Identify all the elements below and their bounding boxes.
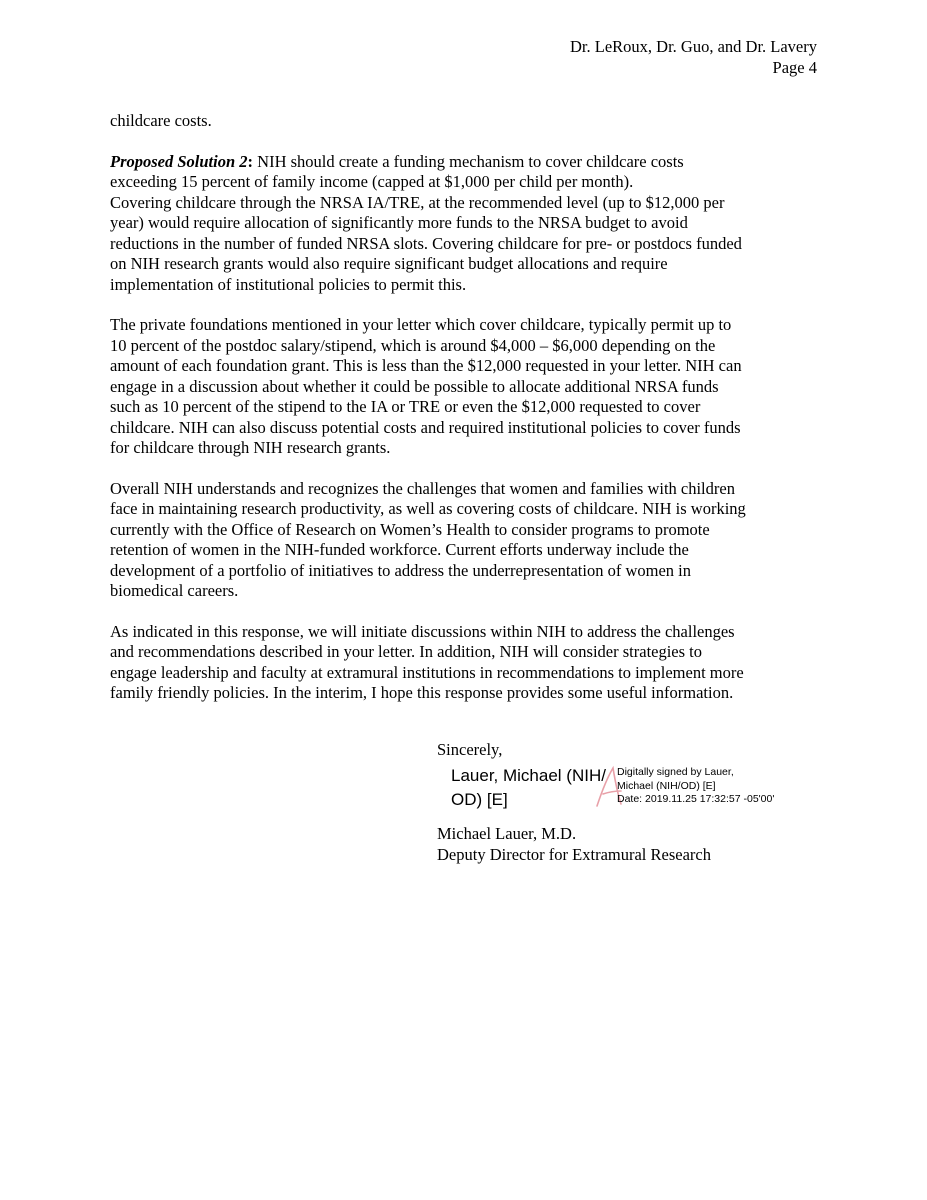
text-line: biomedical careers. xyxy=(110,581,239,600)
signature-detail-line: Michael (NIH/OD) [E] xyxy=(617,779,716,792)
signer-title: Deputy Director for Extramural Research xyxy=(437,845,711,864)
text-fragment: NIH should create a funding mechanism to cover childcare costs xyxy=(253,151,684,171)
paragraph-1 xyxy=(110,111,830,132)
text-line: implementation of institutional policies to permit this. xyxy=(110,274,467,294)
text-line: childcare costs. xyxy=(110,111,212,130)
proposed-solution-colon: : xyxy=(247,151,254,171)
text-line: development of a portfolio of initiatives to address the underrepresentation of women in xyxy=(110,560,692,580)
text-line: year) would require allocation of significantly more funds to the NRSA budget to avoid xyxy=(110,213,688,232)
text-line: exceeding 15 percent of family income (capped at $1,000 per child per month). xyxy=(110,172,634,191)
text-line: The private foundations mentioned in your letter which cover childcare, typically permit up to xyxy=(110,315,732,334)
text-line: engage in a discussion about whether it could be possible to allocate additional NRSA funds xyxy=(110,376,719,396)
text-line: on NIH research grants would also require significant budget allocations and require xyxy=(110,254,668,273)
signer-name: Michael Lauer, M.D. xyxy=(437,824,577,843)
text-line: family friendly policies. In the interim, I hope this response provides some useful information. xyxy=(110,683,734,702)
header-page-number: Page 4 xyxy=(772,58,817,77)
paragraph-overall xyxy=(110,479,830,602)
signature-name-line: Lauer, Michael (NIH/ xyxy=(451,766,606,785)
paragraph-conclusion xyxy=(110,622,830,704)
text-line: engage leadership and faculty at extramural institutions in recommendations to implement more xyxy=(110,662,744,682)
text-line: reductions in the number of funded NRSA slots. Covering childcare for pre- or postdocs funded xyxy=(110,233,742,253)
text-line: As indicated in this response, we will initiate discussions within NIH to address the challenges xyxy=(110,621,735,641)
text-line: Covering childcare through the NRSA IA/TRE, at the recommended level (up to $12,000 per xyxy=(110,192,725,212)
paragraph-private-foundations xyxy=(110,315,830,459)
text-line: and recommendations described in your letter. In addition, NIH will consider strategies to xyxy=(110,642,703,661)
signer-block xyxy=(437,823,711,865)
text-line xyxy=(110,152,830,173)
closing-salutation: Sincerely, xyxy=(437,740,503,759)
signature-name xyxy=(451,764,606,812)
text-line: childcare. NIH can also discuss potential costs and required institutional policies to cover funds xyxy=(110,417,741,437)
text-line: 10 percent of the postdoc salary/stipend, which is around $4,000 – $6,000 depending on the xyxy=(110,335,716,355)
signature-name-line: OD) [E] xyxy=(451,790,508,809)
signature-details xyxy=(617,766,774,807)
text-line: Overall NIH understands and recognizes the challenges that women and families with children xyxy=(110,478,735,498)
paragraph-proposed-solution-2 xyxy=(110,152,830,296)
proposed-solution-label: Proposed Solution 2 xyxy=(110,151,248,171)
text-line: face in maintaining research productivity, as well as covering costs of childcare. NIH is working xyxy=(110,499,746,518)
text-line: amount of each foundation grant. This is less than the $12,000 requested in your letter. NIH can xyxy=(110,356,742,375)
page-header xyxy=(570,36,817,78)
text-line: currently with the Office of Research on Women’s Health to consider programs to promote xyxy=(110,519,710,539)
signature-date: Date: 2019.11.25 17:32:57 -05'00' xyxy=(617,793,775,805)
signature-detail-line: Digitally signed by Lauer, xyxy=(617,766,734,778)
text-line: such as 10 percent of the stipend to the IA or TRE or even the $12,000 requested to cover xyxy=(110,397,701,416)
letter-body xyxy=(110,111,830,724)
text-line: retention of women in the NIH-funded workforce. Current efforts underway include the xyxy=(110,540,689,559)
header-recipients: Dr. LeRoux, Dr. Guo, and Dr. Lavery xyxy=(570,37,817,56)
text-line: for childcare through NIH research grants. xyxy=(110,438,391,457)
digital-signature[interactable] xyxy=(451,764,831,814)
